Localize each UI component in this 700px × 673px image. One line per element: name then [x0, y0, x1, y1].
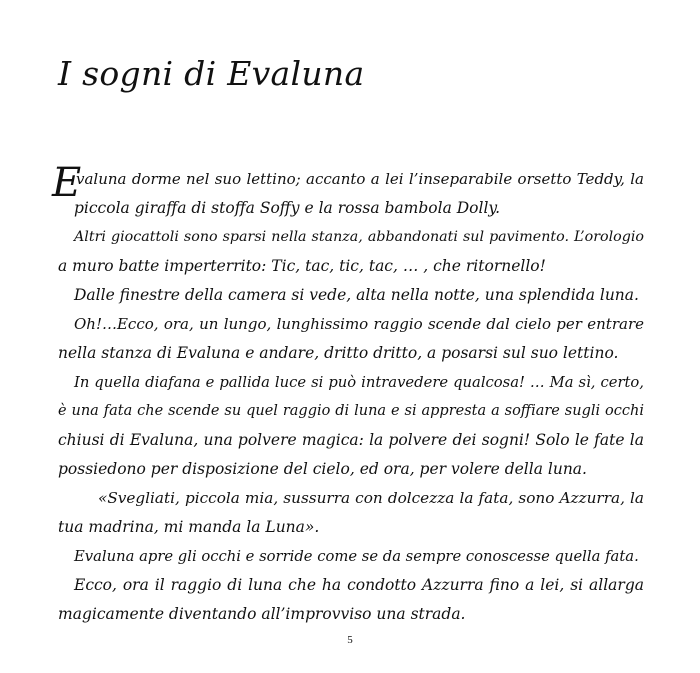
drop-cap: E — [52, 160, 82, 206]
text-line: chiusi di Evaluna, una polvere magica: la polvere dei sogni! Solo le fate la — [58, 431, 644, 449]
text-line: valuna dorme nel suo lettino; accanto a lei l’inseparabile orsetto Teddy, la — [76, 170, 644, 188]
text-line: tua madrina, mi manda la Luna». — [58, 518, 320, 536]
text-line: Altri giocattoli sono sparsi nella stanza, abbandonati sul pavimento. L’orologio — [74, 229, 644, 245]
story-text — [52, 160, 644, 629]
text-line: «Svegliati, piccola mia, sussurra con dolcezza la fata, sono Azzurra, la — [98, 489, 644, 507]
text-line: In quella diafana e pallida luce si può intravedere qualcosa! … Ma sì, certo, — [74, 374, 644, 391]
text-line: è una fata che scende su quel raggio di luna e si appresta a soffiare sugli occhi — [58, 403, 644, 419]
text-line: possiedono per disposizione del cielo, ed ora, per volere della luna. — [58, 460, 587, 478]
text-line: Ecco, ora il raggio di luna che ha condotto Azzurra fino a lei, si allarga — [74, 576, 644, 594]
text-line: Dalle finestre della camera si vede, alta nella notte, una splendida luna. — [74, 286, 639, 304]
text-line: Evaluna apre gli occhi e sorride come se da sempre conoscesse quella fata. — [74, 548, 639, 565]
text-line: Oh!…Ecco, ora, un lungo, lunghissimo raggio scende dal cielo per entrare — [74, 315, 644, 333]
page-number: 5 — [347, 634, 353, 646]
text-line: piccola giraffa di stoffa Soffy e la rossa bambola Dolly. — [74, 199, 501, 217]
page-title: I sogni di Evaluna — [58, 54, 365, 93]
text-line: nella stanza di Evaluna e andare, dritto dritto, a posarsi sul suo lettino. — [58, 344, 619, 362]
text-line: magicamente diventando all’improvviso una strada. — [58, 605, 466, 623]
text-line: a muro batte imperterrito: Tic, tac, tic, tac, … , che ritornello! — [58, 257, 546, 275]
